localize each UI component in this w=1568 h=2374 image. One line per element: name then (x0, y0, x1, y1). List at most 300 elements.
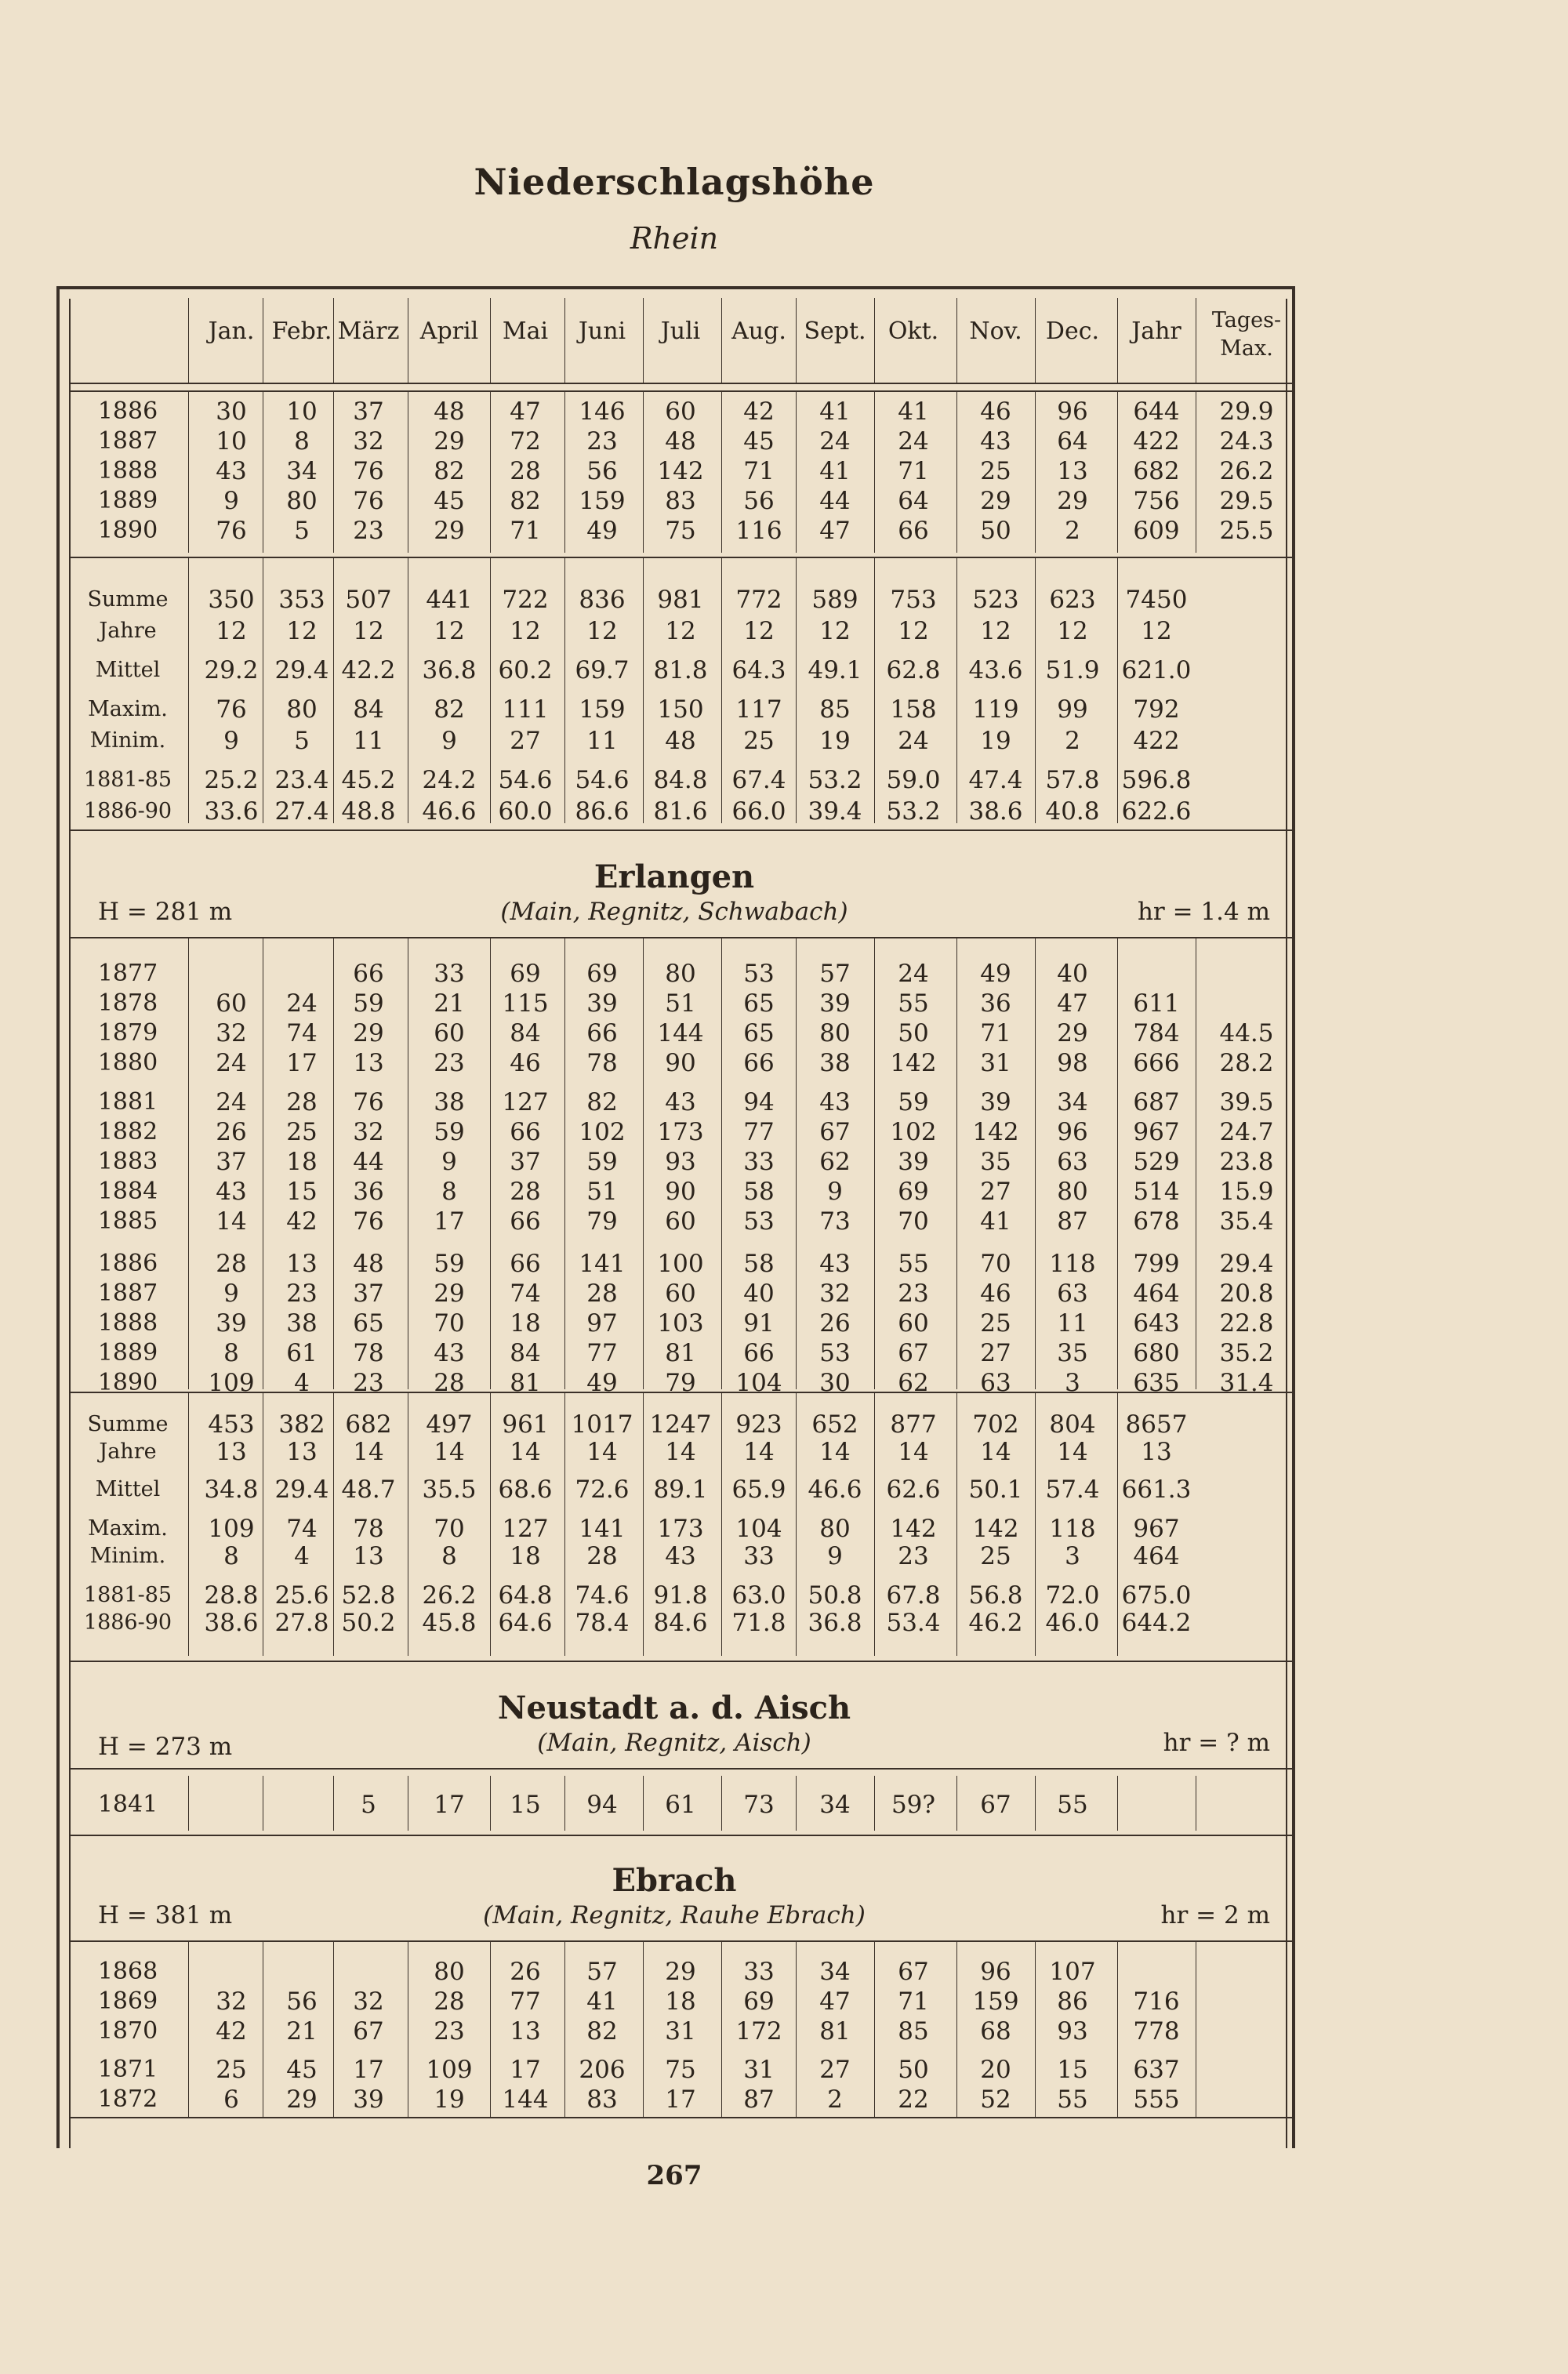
table-cell: 17 (353, 2056, 384, 2084)
table-cell: 32 (353, 1987, 384, 2016)
table-cell: 23.4 (274, 766, 329, 794)
table-cell: 55 (1057, 2085, 1088, 2114)
table-cell: 86.6 (575, 797, 630, 826)
column-header: April (419, 318, 479, 345)
table-cell: 60 (898, 1309, 929, 1338)
table-cell: 25.5 (1219, 517, 1274, 545)
rhein-stat-row-label: 1881-85 (83, 768, 172, 792)
table-cell: 1247 (649, 1410, 712, 1439)
table-cell: 65 (743, 989, 775, 1018)
table-cell: 29 (1057, 1019, 1088, 1047)
table-cell: 118 (1049, 1250, 1096, 1278)
table-cell: 71 (898, 457, 929, 485)
table-cell: 28 (434, 1369, 465, 1397)
column-rule (956, 938, 957, 1389)
table-cell: 80 (819, 1019, 851, 1047)
table-cell: 81 (819, 2017, 851, 2045)
column-header: Juni (578, 318, 626, 345)
ebrach-year-row-label: 1871 (97, 2056, 158, 2083)
table-cell: 60 (665, 1207, 696, 1236)
table-cell: 15 (1057, 2056, 1088, 2084)
table-cell: 687 (1133, 1088, 1180, 1116)
table-cell: 49 (980, 960, 1011, 988)
column-rule (721, 1776, 722, 1831)
column-header: Juli (660, 318, 701, 345)
header-row (0, 308, 1568, 361)
table-cell: 71 (510, 517, 541, 545)
table-cell: 173 (657, 1515, 704, 1543)
column-rule (490, 298, 491, 383)
table-cell: 45 (743, 427, 775, 456)
table-cell: 9 (827, 1178, 843, 1206)
table-cell: 71 (743, 457, 775, 485)
table-cell: 63 (1057, 1148, 1088, 1176)
table-cell: 4 (294, 1369, 310, 1397)
column-rule (1117, 390, 1118, 553)
table-cell: 67 (980, 1791, 1011, 1819)
column-rule (721, 938, 722, 1389)
table-cell: 59.0 (886, 766, 941, 794)
table-cell: 644 (1133, 397, 1180, 426)
table-cell: 29 (980, 487, 1011, 515)
table-cell: 596.8 (1121, 766, 1192, 794)
table-cell: 2 (1065, 517, 1080, 545)
table-cell: 45 (434, 487, 465, 515)
table-cell: 38 (434, 1088, 465, 1116)
table-cell: 756 (1133, 487, 1180, 515)
table-cell: 682 (345, 1410, 392, 1439)
column-header: März (337, 318, 400, 345)
table-cell: 115 (502, 989, 549, 1018)
column-rule (490, 938, 491, 1389)
table-cell: 1017 (571, 1410, 633, 1439)
table-cell: 60 (434, 1019, 465, 1047)
table-cell: 46 (510, 1049, 541, 1077)
section-rule (69, 937, 1292, 938)
table-cell: 81.6 (653, 797, 708, 826)
table-cell: 18 (510, 1542, 541, 1570)
table-cell: 9 (223, 727, 239, 755)
table-cell: 2 (1065, 727, 1080, 755)
rhein-year-row (0, 426, 1568, 457)
table-cell: 48 (353, 1250, 384, 1278)
table-cell: 57.8 (1045, 766, 1100, 794)
table-cell: 4 (294, 1542, 310, 1570)
table-cell: 44 (819, 487, 851, 515)
column-rule (796, 1776, 797, 1831)
rhein-stat-row (0, 615, 1568, 647)
table-cell: 84.8 (653, 766, 708, 794)
column-header: Aug. (731, 318, 786, 345)
table-cell: 20 (980, 2056, 1011, 2084)
table-cell: 111 (502, 695, 549, 724)
erlangen-stat-row (0, 1474, 1568, 1505)
station-elevation: H = 281 m (98, 898, 233, 926)
table-cell: 38 (286, 1309, 318, 1338)
erlangen-year-row-label: 1890 (97, 1369, 158, 1396)
table-cell: 12 (1141, 617, 1172, 645)
column-rule (643, 938, 644, 1389)
table-cell: 99 (1057, 695, 1088, 724)
table-cell: 14 (665, 1438, 696, 1466)
erlangen-stat-row (0, 1436, 1568, 1468)
table-cell: 58 (743, 1178, 775, 1206)
table-cell: 66 (898, 517, 929, 545)
table-cell: 71 (980, 1019, 1011, 1047)
table-cell: 12 (898, 617, 929, 645)
table-cell: 32 (819, 1280, 851, 1308)
table-cell: 53 (819, 1339, 851, 1367)
table-cell: 60 (216, 989, 247, 1018)
table-cell: 82 (434, 457, 465, 485)
table-cell: 63 (980, 1369, 1011, 1397)
column-rule (874, 1393, 875, 1656)
table-cell: 11 (353, 727, 384, 755)
erlangen-year-row (0, 1248, 1568, 1280)
table-cell: 43 (665, 1088, 696, 1116)
table-cell: 34 (819, 1791, 851, 1819)
table-cell: 36.8 (422, 656, 477, 684)
table-cell: 722 (502, 586, 549, 614)
table-cell: 39 (586, 989, 618, 1018)
table-cell: 46 (980, 397, 1011, 426)
table-cell: 53.2 (808, 766, 862, 794)
table-cell: 28.8 (204, 1581, 259, 1610)
column-rule (721, 390, 722, 553)
table-cell: 15 (286, 1178, 318, 1206)
table-cell: 77 (586, 1339, 618, 1367)
table-cell: 82 (586, 2017, 618, 2045)
column-rule (956, 1776, 957, 1831)
table-cell: 18 (665, 1987, 696, 2016)
table-cell: 67.8 (886, 1581, 941, 1610)
table-cell: 25 (216, 2056, 247, 2084)
table-cell: 27 (980, 1339, 1011, 1367)
ebrach-year-row-label: 1872 (97, 2085, 158, 2113)
erlangen-year-row-label: 1889 (97, 1339, 158, 1367)
table-cell: 33 (434, 960, 465, 988)
column-rule (796, 938, 797, 1389)
rhein-stat-row (0, 694, 1568, 725)
table-cell: 104 (735, 1369, 782, 1397)
table-cell: 87 (1057, 1207, 1088, 1236)
table-cell: 31 (665, 2017, 696, 2045)
table-cell: 799 (1133, 1250, 1180, 1278)
table-cell: 158 (890, 695, 937, 724)
erlangen-year-row (0, 1146, 1568, 1178)
table-cell: 14 (980, 1438, 1011, 1466)
column-rule (721, 1393, 722, 1656)
table-cell: 29 (1057, 487, 1088, 515)
table-cell: 33 (743, 1958, 775, 1986)
table-cell: 28.2 (1219, 1049, 1274, 1077)
table-cell: 32 (216, 1987, 247, 2016)
table-cell: 72 (510, 427, 541, 456)
table-cell: 65 (353, 1309, 384, 1338)
table-cell: 70 (434, 1515, 465, 1543)
table-cell: 41 (819, 457, 851, 485)
table-cell: 47.4 (968, 766, 1023, 794)
table-cell: 118 (1049, 1515, 1096, 1543)
table-cell: 104 (735, 1515, 782, 1543)
table-cell: 59 (434, 1118, 465, 1146)
column-rule (490, 558, 491, 823)
table-cell: 85 (819, 695, 851, 724)
table-cell: 48.7 (341, 1476, 396, 1504)
column-rule (490, 1942, 491, 2117)
table-cell: 37 (353, 1280, 384, 1308)
erlangen-year-row-label: 1877 (97, 960, 158, 987)
table-cell: 66.0 (731, 797, 786, 826)
column-rule (643, 298, 644, 383)
table-cell: 12 (1057, 617, 1088, 645)
table-cell: 18 (510, 1309, 541, 1338)
erlangen-stat-row (0, 1580, 1568, 1611)
table-cell: 7450 (1125, 586, 1188, 614)
table-cell: 26 (510, 1958, 541, 1986)
table-cell: 14 (510, 1438, 541, 1466)
table-cell: 68.6 (498, 1476, 553, 1504)
table-cell: 37 (510, 1148, 541, 1176)
table-cell: 17 (434, 1791, 465, 1819)
table-cell: 30 (216, 397, 247, 426)
table-cell: 72.0 (1045, 1581, 1100, 1610)
table-cell: 422 (1133, 427, 1180, 456)
erlangen-stat-row-label: Mittel (95, 1477, 161, 1501)
table-cell: 94 (586, 1791, 618, 1819)
table-cell: 49 (586, 517, 618, 545)
table-cell: 25 (743, 727, 775, 755)
table-cell: 34 (1057, 1088, 1088, 1116)
table-cell: 25 (286, 1118, 318, 1146)
section-rule (69, 1661, 1292, 1662)
table-cell: 78 (353, 1339, 384, 1367)
erlangen-year-row-label: 1883 (97, 1148, 158, 1175)
table-cell: 28 (286, 1088, 318, 1116)
table-cell: 14 (743, 1438, 775, 1466)
table-cell: 43 (216, 1178, 247, 1206)
section-rule (69, 1768, 1292, 1770)
erlangen-year-row (0, 1087, 1568, 1118)
table-cell: 24 (898, 960, 929, 988)
table-cell: 41 (586, 1987, 618, 2016)
table-cell: 27 (510, 727, 541, 755)
table-cell: 661.3 (1121, 1476, 1192, 1504)
table-cell: 109 (208, 1369, 255, 1397)
table-cell: 9 (827, 1542, 843, 1570)
section-rule (69, 1940, 1292, 1942)
table-cell: 82 (510, 487, 541, 515)
table-cell: 47 (819, 1987, 851, 2016)
column-rule (333, 1776, 334, 1831)
rhein-year-row-label: 1888 (97, 457, 158, 485)
column-rule (1035, 1942, 1036, 2117)
table-cell: 144 (502, 2085, 549, 2114)
table-cell: 116 (735, 517, 782, 545)
table-cell: 172 (735, 2017, 782, 2045)
table-cell: 497 (426, 1410, 473, 1439)
rhein-stat-row-label: 1886-90 (83, 799, 172, 823)
table-cell: 39 (898, 1148, 929, 1176)
table-cell: 23 (286, 1280, 318, 1308)
table-cell: 38.6 (968, 797, 1023, 826)
table-cell: 144 (657, 1019, 704, 1047)
column-rule (333, 1393, 334, 1656)
table-cell: 69 (586, 960, 618, 988)
rhein-stat-row-label: Minim. (89, 728, 166, 753)
table-cell: 66 (743, 1339, 775, 1367)
table-cell: 51.9 (1045, 656, 1100, 684)
table-cell: 11 (1057, 1309, 1088, 1338)
column-rule (796, 390, 797, 553)
table-cell: 31 (980, 1049, 1011, 1077)
table-cell: 66 (510, 1250, 541, 1278)
column-rule (956, 390, 957, 553)
table-cell: 23 (353, 1369, 384, 1397)
table-cell: 39 (353, 2085, 384, 2114)
table-cell: 64.6 (498, 1609, 553, 1637)
table-cell: 28 (216, 1250, 247, 1278)
table-cell: 9 (223, 487, 239, 515)
column-rule (721, 298, 722, 383)
rhein-year-row (0, 485, 1568, 517)
table-cell: 80 (1057, 1178, 1088, 1206)
rhein-stat-row-label: Maxim. (88, 697, 168, 721)
erlangen-stat-row (0, 1409, 1568, 1440)
table-cell: 47 (819, 517, 851, 545)
table-cell: 52.8 (341, 1581, 396, 1610)
table-cell: 792 (1133, 695, 1180, 724)
table-cell: 142 (890, 1515, 937, 1543)
table-cell: 159 (579, 695, 626, 724)
table-cell: 127 (502, 1088, 549, 1116)
table-cell: 69 (898, 1178, 929, 1206)
table-cell: 21 (434, 989, 465, 1018)
table-cell: 54.6 (498, 766, 553, 794)
table-cell: 23 (434, 2017, 465, 2045)
table-cell: 529 (1133, 1148, 1180, 1176)
table-cell: 53.4 (886, 1609, 941, 1637)
table-cell: 6 (223, 2085, 239, 2114)
table-cell: 40 (743, 1280, 775, 1308)
ebrach-year-row (0, 2016, 1568, 2047)
table-cell: 33.6 (204, 797, 259, 826)
table-cell: 84.6 (653, 1609, 708, 1637)
table-cell: 43 (980, 427, 1011, 456)
erlangen-year-row (0, 1206, 1568, 1237)
column-rule (490, 1776, 491, 1831)
section-rule (69, 1835, 1292, 1836)
table-cell: 523 (972, 586, 1019, 614)
erlangen-stat-row-label: 1881-85 (83, 1583, 172, 1607)
table-cell: 72.6 (575, 1476, 630, 1504)
table-cell: 3 (1065, 1369, 1080, 1397)
column-rule (564, 298, 565, 383)
table-cell: 27.4 (274, 797, 329, 826)
section-rule (69, 829, 1292, 831)
table-cell: 81.8 (653, 656, 708, 684)
table-cell: 10 (216, 427, 247, 456)
table-cell: 65 (743, 1019, 775, 1047)
table-cell: 141 (579, 1250, 626, 1278)
table-cell: 464 (1133, 1280, 1180, 1308)
table-cell: 14 (898, 1438, 929, 1466)
table-cell: 29 (434, 427, 465, 456)
table-cell: 42 (216, 2017, 247, 2045)
table-cell: 57 (586, 1958, 618, 1986)
table-cell: 29.2 (204, 656, 259, 684)
table-cell: 622.6 (1121, 797, 1192, 826)
table-cell: 82 (586, 1088, 618, 1116)
table-cell: 877 (890, 1410, 937, 1439)
column-rule (490, 1393, 491, 1656)
table-cell: 46.6 (808, 1476, 862, 1504)
table-cell: 59 (586, 1148, 618, 1176)
table-cell: 70 (898, 1207, 929, 1236)
table-cell: 71.8 (731, 1609, 786, 1637)
rhein-stats-rule (69, 557, 1292, 558)
table-cell: 39.5 (1219, 1088, 1274, 1116)
station-name: Ebrach (612, 1862, 737, 1899)
table-cell: 23 (434, 1049, 465, 1077)
table-cell: 71 (898, 1987, 929, 2016)
table-cell: 46.0 (1045, 1609, 1100, 1637)
table-cell: 38 (819, 1049, 851, 1077)
table-cell: 49.1 (808, 656, 862, 684)
column-header: Dec. (1045, 318, 1100, 345)
table-cell: 62.8 (886, 656, 941, 684)
table-cell: 93 (1057, 2017, 1088, 2045)
table-cell: 59 (434, 1250, 465, 1278)
table-cell: 32 (216, 1019, 247, 1047)
station-rivers: (Main, Regnitz, Rauhe Ebrach) (483, 1901, 866, 1929)
station-name: Neustadt a. d. Aisch (497, 1690, 851, 1726)
table-cell: 53.2 (886, 797, 941, 826)
table-cell: 29.5 (1219, 487, 1274, 515)
table-cell: 12 (434, 617, 465, 645)
rhein-stat-row-label: Mittel (95, 658, 161, 682)
table-cell: 78.4 (575, 1609, 630, 1637)
table-cell: 93 (665, 1148, 696, 1176)
table-cell: 13 (286, 1250, 318, 1278)
table-cell: 36 (980, 989, 1011, 1018)
table-cell: 59? (891, 1791, 936, 1819)
table-cell: 31.4 (1219, 1369, 1274, 1397)
header-rule (69, 383, 1292, 384)
rhein-stat-row (0, 796, 1568, 827)
table-cell: 47 (1057, 989, 1088, 1018)
rhein-year-row (0, 515, 1568, 546)
column-header: Jan. (208, 318, 255, 345)
column-rule (796, 298, 797, 383)
column-rule (643, 1776, 644, 1831)
table-cell: 29.9 (1219, 397, 1274, 426)
erlangen-year-row (0, 1278, 1568, 1309)
table-cell: 97 (586, 1309, 618, 1338)
table-cell: 82 (434, 695, 465, 724)
table-cell: 22 (898, 2085, 929, 2114)
table-cell: 43 (819, 1250, 851, 1278)
table-cell: 14 (1057, 1438, 1088, 1466)
table-cell: 15.9 (1219, 1178, 1274, 1206)
table-cell: 804 (1049, 1410, 1096, 1439)
table-cell: 507 (345, 586, 392, 614)
erlangen-year-row-label: 1880 (97, 1049, 158, 1076)
table-cell: 96 (1057, 397, 1088, 426)
rhein-stat-row (0, 584, 1568, 615)
table-cell: 652 (811, 1410, 858, 1439)
table-cell: 45.8 (422, 1609, 477, 1637)
